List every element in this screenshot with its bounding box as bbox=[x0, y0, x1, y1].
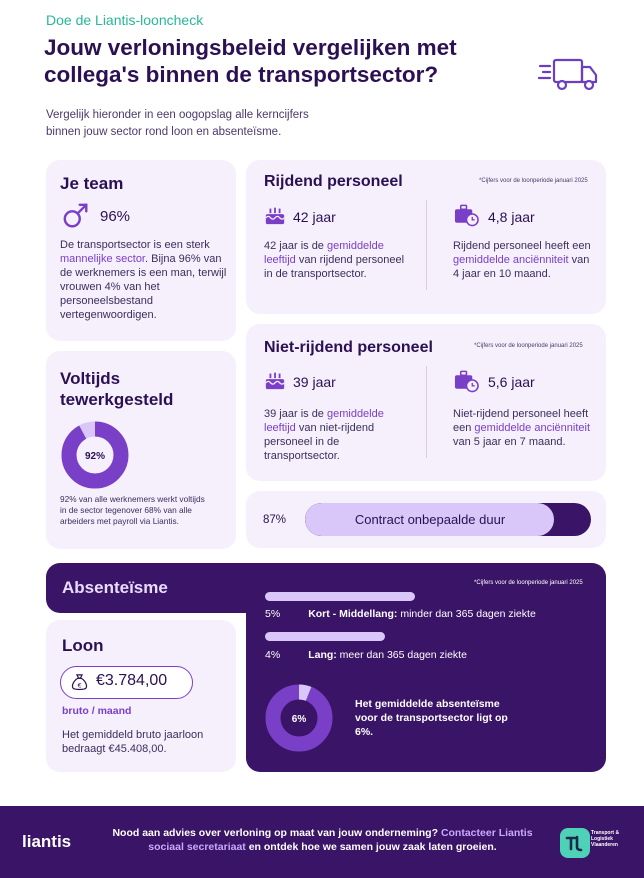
rijdend-note: *Cijfers voor de loonperiode januari 2025 bbox=[479, 178, 588, 184]
absenteisme-avg-text: Het gemiddelde absenteïsme voor de transportsector ligt op 6%. bbox=[355, 698, 508, 738]
contract-bar-label: Contract onbepaalde duur bbox=[354, 512, 506, 527]
birthday-cake-icon bbox=[264, 369, 286, 391]
rijdend-age: 42 jaar bbox=[293, 209, 336, 225]
rijdend-age-text: 42 jaar is de gemiddelde leeftijd van rijdend personeel in de transportsector. bbox=[264, 240, 405, 280]
footer-text: Nood aan advies over verloning op maat van jouw onderneming? Contacteer Liantis sociaal secretariaat en ontdek hoe we samen jouw zaak laten groeien. bbox=[112, 827, 533, 853]
team-text: De transportsector is een sterk mannelijke sector. Bijna 96% van de werknemers is een man, terwijl vrouwen 4% van het personeelsbestand vertegenwoordigen. bbox=[60, 239, 227, 321]
fulltime-title: Voltijds tewerkgesteld bbox=[60, 369, 174, 409]
partner-logo-text: Transport & Logistiek Vlaanderen bbox=[591, 830, 620, 848]
rijdend-seniority-text: Rijdend personeel heeft een gemiddelde anciënniteit van 4 jaar en 10 maand. bbox=[453, 240, 591, 280]
salary-period: bruto / maand bbox=[62, 705, 132, 717]
contract-percent: 87% bbox=[263, 514, 287, 526]
niet-rijdend-note: *Cijfers voor de loonperiode januari 2025 bbox=[474, 343, 583, 349]
absenteisme-note: *Cijfers voor de loonperiode januari 2025 bbox=[474, 580, 583, 586]
rijdend-title: Rijdend personeel bbox=[264, 173, 403, 190]
divider bbox=[426, 200, 427, 290]
long-absence-row: 4% Lang: meer dan 365 dagen ziekte bbox=[265, 649, 467, 661]
niet-rijdend-age-text: 39 jaar is de gemiddelde leeftijd van niet-rijdend personeel in de transportsector. bbox=[264, 408, 384, 462]
rijdend-seniority: 4,8 jaar bbox=[488, 209, 535, 225]
fulltime-card bbox=[46, 351, 236, 549]
briefcase-clock-icon bbox=[454, 203, 479, 227]
team-card bbox=[46, 160, 236, 341]
male-symbol-icon bbox=[62, 202, 90, 230]
short-absence-row: 5% Kort - Middellang: minder dan 365 dagen ziekte bbox=[265, 608, 536, 620]
contact-link[interactable]: Contacteer Liantis sociaal secretariaat bbox=[148, 827, 533, 853]
birthday-cake-icon bbox=[264, 204, 286, 226]
niet-rijdend-title: Niet-rijdend personeel bbox=[264, 339, 433, 356]
niet-rijdend-card bbox=[246, 324, 606, 481]
fulltime-text: 92% van alle werknemers werkt voltijds in de sector tegenover 68% van alle arbeiders met payroll via Liantis. bbox=[60, 494, 205, 526]
kicker: Doe de Liantis-looncheck bbox=[46, 12, 204, 28]
page-title: Jouw verloningsbeleid vergelijken met collega's binnen de transportsector? bbox=[44, 35, 457, 87]
contract-bar bbox=[305, 503, 591, 536]
niet-rijdend-seniority-text: Niet-rijdend personeel heeft een gemiddelde anciënniteit van 5 jaar en 7 maand. bbox=[453, 408, 591, 448]
team-title: Je team bbox=[60, 174, 124, 193]
tlv-logo-icon bbox=[560, 828, 590, 858]
liantis-logo: liantis bbox=[22, 832, 72, 851]
divider bbox=[426, 366, 427, 458]
absenteisme-donut bbox=[264, 683, 334, 753]
fulltime-donut-label: 92% bbox=[84, 451, 106, 462]
niet-rijdend-age: 39 jaar bbox=[293, 374, 336, 390]
briefcase-clock-icon bbox=[454, 369, 479, 393]
absenteisme-title: Absenteïsme bbox=[62, 578, 168, 597]
salary-text: Het gemiddeld bruto jaarloon bedraagt €45.408,00. bbox=[62, 729, 204, 755]
intro-text: Vergelijk hieronder in een oogopslag alle kerncijfers binnen jouw sector rond loon en absenteïsme. bbox=[46, 109, 309, 138]
loon-title: Loon bbox=[62, 636, 104, 655]
team-percent: 96% bbox=[100, 208, 131, 225]
long-absence-bar bbox=[265, 632, 385, 641]
truck-icon bbox=[538, 54, 602, 94]
fulltime-donut bbox=[60, 420, 130, 490]
salary-amount: €3.784,00 bbox=[96, 672, 168, 689]
absenteisme-donut-label: 6% bbox=[291, 714, 307, 725]
rijdend-card bbox=[246, 160, 606, 314]
short-absence-bar bbox=[265, 592, 415, 601]
svg-text:€: € bbox=[77, 682, 82, 690]
niet-rijdend-seniority: 5,6 jaar bbox=[488, 374, 535, 390]
money-bag-icon bbox=[71, 673, 88, 692]
